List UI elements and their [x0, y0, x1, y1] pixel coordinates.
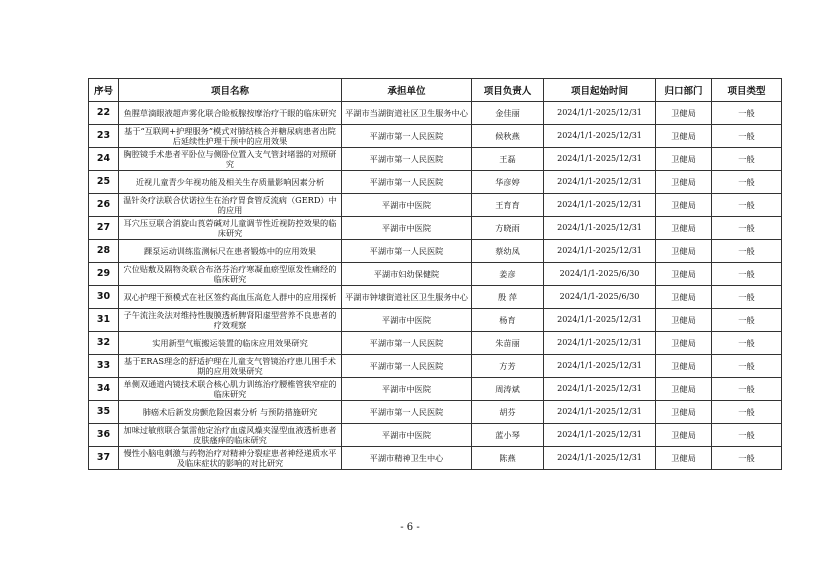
cell-leader: 朱苗丽 [472, 332, 544, 355]
cell-number: 27 [89, 217, 119, 240]
cell-department: 卫健局 [656, 240, 712, 263]
cell-project-type: 一般 [712, 194, 782, 217]
header-period: 项目起始时间 [544, 79, 656, 102]
table-row [89, 171, 782, 194]
header-unit: 承担单位 [342, 79, 472, 102]
cell-project-name: 基于“互联网+护理服务”模式对肺结核合并糖尿病患者出院后延续性护理干预中的应用效果 [119, 125, 342, 148]
cell-unit: 平湖市中医院 [342, 424, 472, 447]
cell-project-name: 胸腔镜手术患者平卧位与侧卧位置入支气管封堵器的对照研究 [119, 148, 342, 171]
table-row [89, 447, 782, 470]
cell-period: 2024/1/1-2025/12/31 [544, 240, 656, 263]
cell-leader: 殷 萍 [472, 286, 544, 309]
cell-leader: 候秋燕 [472, 125, 544, 148]
cell-leader: 蓝小琴 [472, 424, 544, 447]
cell-project-type: 一般 [712, 148, 782, 171]
cell-period: 2024/1/1-2025/12/31 [544, 447, 656, 470]
cell-period: 2024/1/1-2025/12/31 [544, 102, 656, 125]
cell-project-name: 基于ERAS理念的舒适护理在儿童支气管镜治疗患儿围手术期的应用效果研究 [119, 355, 342, 378]
cell-department: 卫健局 [656, 447, 712, 470]
cell-leader: 王育育 [472, 194, 544, 217]
cell-project-type: 一般 [712, 424, 782, 447]
cell-number: 31 [89, 309, 119, 332]
cell-unit: 平湖市钟埭街道社区卫生服务中心 [342, 286, 472, 309]
cell-unit: 平湖市第一人民医院 [342, 240, 472, 263]
table-row [89, 240, 782, 263]
cell-number: 32 [89, 332, 119, 355]
cell-unit: 平湖市第一人民医院 [342, 125, 472, 148]
cell-leader: 胡芬 [472, 401, 544, 424]
cell-period: 2024/1/1-2025/12/31 [544, 424, 656, 447]
cell-project-type: 一般 [712, 263, 782, 286]
cell-department: 卫健局 [656, 309, 712, 332]
cell-project-name: 温针灸疗法联合伏诺拉生在治疗胃食管反流病（GERD）中的应用 [119, 194, 342, 217]
cell-number: 29 [89, 263, 119, 286]
cell-number: 24 [89, 148, 119, 171]
header-department: 归口部门 [656, 79, 712, 102]
cell-project-name: 加味过敏煎联合氯雷他定治疗血虚风燥夹湿型血液透析患者皮肤瘙痒的临床研究 [119, 424, 342, 447]
header-project-name: 项目名称 [119, 79, 342, 102]
cell-number: 33 [89, 355, 119, 378]
table-row [89, 309, 782, 332]
cell-number: 28 [89, 240, 119, 263]
cell-leader: 蔡幼凤 [472, 240, 544, 263]
cell-department: 卫健局 [656, 263, 712, 286]
project-table [88, 78, 782, 470]
cell-department: 卫健局 [656, 355, 712, 378]
cell-period: 2024/1/1-2025/12/31 [544, 148, 656, 171]
table-row [89, 263, 782, 286]
cell-project-type: 一般 [712, 355, 782, 378]
cell-number: 30 [89, 286, 119, 309]
cell-period: 2024/1/1-2025/12/31 [544, 125, 656, 148]
cell-leader: 杨育 [472, 309, 544, 332]
table-row [89, 332, 782, 355]
cell-number: 22 [89, 102, 119, 125]
cell-unit: 平湖市中医院 [342, 378, 472, 401]
table-row [89, 355, 782, 378]
cell-number: 23 [89, 125, 119, 148]
cell-leader: 金佳丽 [472, 102, 544, 125]
table-header-row [89, 79, 782, 102]
cell-project-type: 一般 [712, 447, 782, 470]
table-row [89, 286, 782, 309]
cell-project-type: 一般 [712, 125, 782, 148]
cell-unit: 平湖市第一人民医院 [342, 401, 472, 424]
cell-unit: 平湖市精神卫生中心 [342, 447, 472, 470]
cell-department: 卫健局 [656, 102, 712, 125]
table-row [89, 102, 782, 125]
cell-period: 2024/1/1-2025/12/31 [544, 355, 656, 378]
cell-department: 卫健局 [656, 194, 712, 217]
cell-leader: 华彦婷 [472, 171, 544, 194]
cell-number: 37 [89, 447, 119, 470]
cell-department: 卫健局 [656, 286, 712, 309]
cell-department: 卫健局 [656, 378, 712, 401]
cell-project-type: 一般 [712, 171, 782, 194]
cell-period: 2024/1/1-2025/12/31 [544, 401, 656, 424]
cell-unit: 平湖市第一人民医院 [342, 355, 472, 378]
cell-unit: 平湖市第一人民医院 [342, 332, 472, 355]
cell-unit: 平湖市第一人民医院 [342, 148, 472, 171]
table-body [89, 102, 782, 470]
cell-project-type: 一般 [712, 102, 782, 125]
header-leader: 项目负责人 [472, 79, 544, 102]
cell-unit: 平湖市当湖街道社区卫生服务中心 [342, 102, 472, 125]
table-row [89, 148, 782, 171]
cell-leader: 王磊 [472, 148, 544, 171]
cell-project-name: 慢性小脑电刺激与药物治疗对精神分裂症患者神经递质水平及临床症状的影响的对比研究 [119, 447, 342, 470]
cell-period: 2024/1/1-2025/6/30 [544, 286, 656, 309]
cell-project-name: 近视儿童青少年视功能及相关生存质量影响因素分析 [119, 171, 342, 194]
cell-project-name: 双心护理干预模式在社区签约高血压高危人群中的应用探析 [119, 286, 342, 309]
cell-number: 25 [89, 171, 119, 194]
cell-department: 卫健局 [656, 401, 712, 424]
cell-leader: 姜彦 [472, 263, 544, 286]
cell-department: 卫健局 [656, 424, 712, 447]
cell-leader: 周涛斌 [472, 378, 544, 401]
cell-project-name: 踝泵运动训练监测标尺在患者锻炼中的应用效果 [119, 240, 342, 263]
cell-project-name: 肺癌术后新发房颤危险因素分析 与预防措施研究 [119, 401, 342, 424]
cell-project-name: 单侧双通道内镜技术联合核心肌力训练治疗腰椎管狭窄症的临床研究 [119, 378, 342, 401]
table-row [89, 194, 782, 217]
cell-number: 35 [89, 401, 119, 424]
cell-number: 34 [89, 378, 119, 401]
cell-department: 卫健局 [656, 148, 712, 171]
table-row [89, 125, 782, 148]
cell-period: 2024/1/1-2025/12/31 [544, 194, 656, 217]
cell-project-name: 鱼腥草滴眼液超声雾化联合睑板腺按摩治疗干眼的临床研究 [119, 102, 342, 125]
page-number: - 6 - [400, 522, 420, 533]
cell-project-name: 耳穴压豆联合消旋山莨菪碱对儿童调节性近视防控效果的临床研究 [119, 217, 342, 240]
cell-department: 卫健局 [656, 125, 712, 148]
cell-department: 卫健局 [656, 171, 712, 194]
cell-project-type: 一般 [712, 309, 782, 332]
cell-period: 2024/1/1-2025/12/31 [544, 309, 656, 332]
cell-number: 26 [89, 194, 119, 217]
cell-project-type: 一般 [712, 378, 782, 401]
cell-project-type: 一般 [712, 286, 782, 309]
table-row [89, 424, 782, 447]
cell-period: 2024/1/1-2025/12/31 [544, 378, 656, 401]
cell-period: 2024/1/1-2025/6/30 [544, 263, 656, 286]
cell-unit: 平湖市中医院 [342, 309, 472, 332]
cell-project-name: 子午流注灸法对维持性腹膜透析脾肾阳虚型营养不良患者的疗效观察 [119, 309, 342, 332]
table-row [89, 401, 782, 424]
header-number: 序号 [89, 79, 119, 102]
cell-department: 卫健局 [656, 332, 712, 355]
cell-department: 卫健局 [656, 217, 712, 240]
cell-project-type: 一般 [712, 332, 782, 355]
cell-project-type: 一般 [712, 217, 782, 240]
cell-unit: 平湖市中医院 [342, 194, 472, 217]
cell-period: 2024/1/1-2025/12/31 [544, 217, 656, 240]
cell-period: 2024/1/1-2025/12/31 [544, 332, 656, 355]
table-row [89, 378, 782, 401]
cell-project-name: 实用新型气瓶搬运装置的临床应用效果研究 [119, 332, 342, 355]
cell-unit: 平湖市中医院 [342, 217, 472, 240]
cell-leader: 陈燕 [472, 447, 544, 470]
table-row [89, 217, 782, 240]
cell-project-name: 穴位贴敷及隔物灸联合布洛芬治疗寒凝血瘀型原发性痛经的临床研究 [119, 263, 342, 286]
cell-leader: 方芳 [472, 355, 544, 378]
cell-leader: 方晓雨 [472, 217, 544, 240]
cell-project-type: 一般 [712, 401, 782, 424]
cell-unit: 平湖市妇幼保健院 [342, 263, 472, 286]
cell-project-type: 一般 [712, 240, 782, 263]
cell-period: 2024/1/1-2025/12/31 [544, 171, 656, 194]
cell-unit: 平湖市第一人民医院 [342, 171, 472, 194]
header-project-type: 项目类型 [712, 79, 782, 102]
cell-number: 36 [89, 424, 119, 447]
